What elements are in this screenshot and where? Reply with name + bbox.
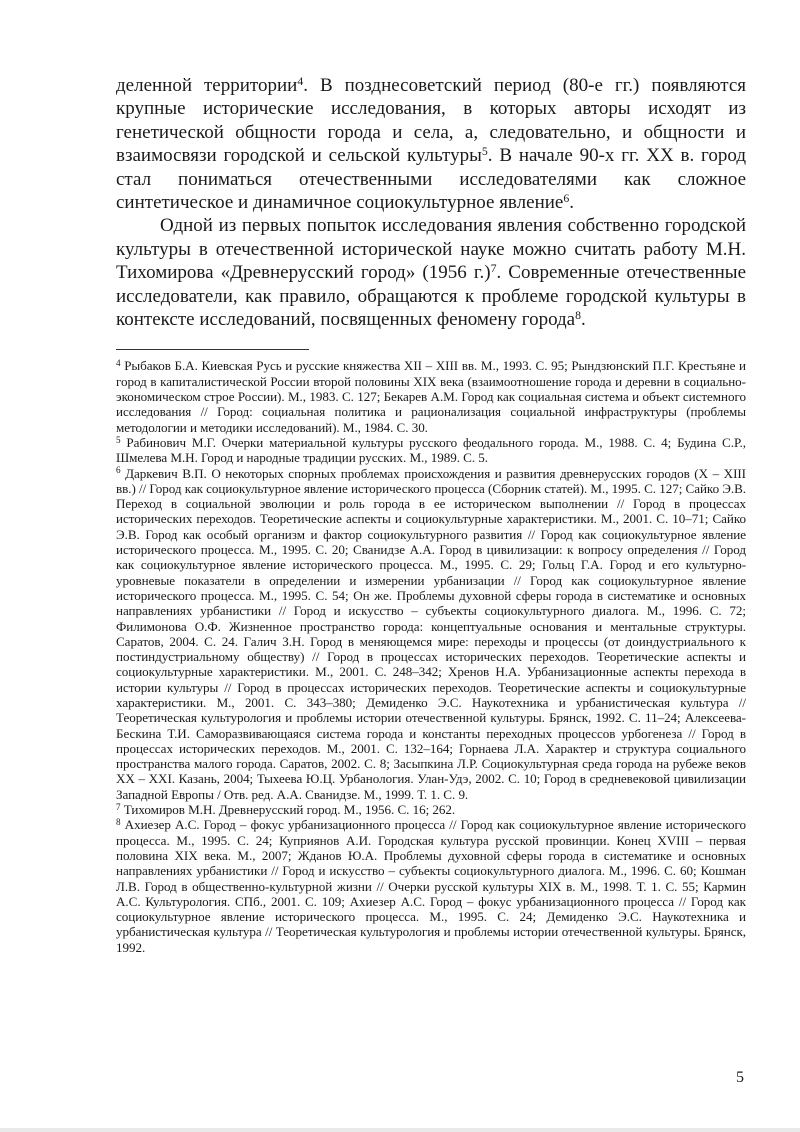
footnote-ref-5[interactable]: 5 xyxy=(481,144,488,158)
footnote-number: 4 xyxy=(116,358,121,369)
paragraph-1 xyxy=(116,74,746,214)
footnote-text: Рабинович М.Г. Очерки материальной культуры русского феодального города. М., 1988. С. 4; Будина С.Р., Шмелева М.Н. Город и народные традиции русских. М., 1989. С. 5. xyxy=(116,434,746,466)
paragraph-1-text-a: деленной территории xyxy=(116,75,298,96)
footnote-text: Рыбаков Б.А. Киевская Русь и русские княжества XII – XIII вв. М., 1993. С. 95; Рындзюнский П.Г. Крестьяне и город в капиталистической России второй половины XIX века (взаимоотношение города и деревни в социально-экономическом строе России). М., 1983. С. 127; Бекарев А.М. Город как социальная система и объект системного исследования // Город: социальная политика и рационализация социальной инфраструктуры (проблемы методологии и методики исследований). М., 1984. С. 30. xyxy=(116,358,746,435)
footnote-4 xyxy=(116,358,746,434)
footnote-text: Даркевич В.П. О некоторых спорных проблемах происхождения и развития древнерусских городов (X – XIII вв.) // Город как социокультурное явление исторического процесса (Сборник статей). М., 1995. С. 127; Сайко Э.В. Переход в социальной эволюции и роль города в ее историческом выполнении // Город в процессах исторических переходов. Теоретические аспекты и социокультурные характеристики. М., 2001. С. 10–71; Сайко Э.В. Город как особый организм и фактор социокультурного развития // Город как социокультурное явление исторического процесса. М., 1995. С. 20; Сванидзе А.А. Город в цивилизации: к вопросу определения // Город как социокультурное явление исторического процесса. М., 1995. С. 29; Гольц Г.А. Город и его культурно-уровневые показатели в определении и измерении урбанизации // Город как социокультурное явление исторического процесса. М., 1995. С. 54; Он же. Проблемы духовной сферы города в систематике и основных направлениях урбанистики // Город и искусство – субъекты социокультурного диалога. М., 1996. С. 72; Филимонова О.Ф. Жизненное пространство города: концептуальные основания и ментальные структуры. Саратов, 2004. С. 24. Галич З.Н. Город в меняющемся мире: переходы и процессы (от доиндустриального к постиндустриальному обществу) // Город в процессах исторических переходов. Теоретические аспекты и социокультурные характеристики. М., 2001. С. 248–342; Хренов Н.А. Урбанизационные аспекты перехода в истории культуры // Город в процессах исторических переходов. Теоретические аспекты и социокультурные характеристики. М., 2001. С. 343–380; Демиденко Э.С. Наукотехника и урбанистическая культура // Теоретическая культурология и проблемы истории отечественной культуры. Брянск, 1992. С. 11–24; Алексеева-Бескина Т.И. Саморазвивающаяся система города и константы переходных процессов урбогенеза // Город в процессах исторических переходов. М., 2001. С. 132–164; Горнаева Л.А. Характер и структура социального пространства малого города. Саратов, 2002. С. 8; Засыпкина Л.Р. Социокультурная среда города на рубеже веков XX – XXI. Казань, 2004; Тыхеева Ю.Ц. Урбанология. Улан-Удэ, 2002. С. 10; Город в средневековой цивилизации Западной Европы / Отв. ред. А.А. Сванидзе. М., 1999. Т. 1. С. 9. xyxy=(116,465,747,802)
page-number: 5 xyxy=(736,1069,744,1086)
footnote-number: 8 xyxy=(116,817,121,828)
footnote-5 xyxy=(116,435,746,466)
paragraph-2-text-c: . xyxy=(581,309,586,331)
paragraph-2-text-a: Одной из первых попыток исследования явления собственно городской культуры в отечественной исторической науке можно считать работу М.Н. Тихомирова «Древнерусский город» (1956 г.) xyxy=(116,215,746,284)
scan-edge xyxy=(0,1128,800,1132)
footnote-number: 6 xyxy=(116,465,121,476)
footnotes xyxy=(116,358,746,955)
footnote-ref-4[interactable]: 4 xyxy=(297,74,304,88)
paragraph-2 xyxy=(116,214,746,331)
paragraph-1-text-d: . xyxy=(569,192,574,214)
footnote-ref-8[interactable]: 8 xyxy=(575,308,582,322)
footnote-ref-7[interactable]: 7 xyxy=(490,261,497,275)
paragraph-2-text-b: . Современные отечественные исследователи, как правило, обращаются к проблеме городской культуры в контексте исследований, посвященных феномену города xyxy=(116,262,747,331)
main-text xyxy=(116,74,746,331)
footnote-number: 7 xyxy=(116,801,121,812)
footnote-8 xyxy=(116,817,746,955)
paragraph-1-text-b: . В позднесоветский период (80-е гг.) появляются крупные исторические исследования, в которых авторы исходят из генетической общности города и села, а, следовательно, и общности и взаимосвязи городской и сельской культуры xyxy=(116,75,747,167)
footnote-7 xyxy=(116,802,746,817)
footnote-6 xyxy=(116,466,746,803)
footnote-number: 5 xyxy=(116,434,121,445)
footnote-separator xyxy=(116,349,309,350)
page-body xyxy=(116,74,746,955)
footnote-text: Тихомиров М.Н. Древнерусский город. М., 1956. С. 16; 262. xyxy=(120,802,456,818)
paragraph-1-text-c: . В начале 90-х гг. XX в. город стал пониматься отечественными исследователями как сложное синтетическое и динамичное социокультурное явление xyxy=(116,145,746,214)
footnote-text: Ахиезер А.С. Город – фокус урбанизационного процесса // Город как социокультурное явление исторического процесса. М., 1995. С. 24; Куприянов А.И. Городская культура русской провинции. Конец XVIII – первая половина XIX века. М., 2007; Жданов Ю.А. Проблемы духовной сферы города в систематике и основных направлениях урбанистики // Город и искусство – субъекты социокультурного диалога. М., 1996. С. 60; Кошман Л.В. Город в общественно-культурной жизни // Очерки русской культуры XIX в. М., 1998. Т. 1. С. 55; Кармин А.С. Культурология. СПб., 2001. С. 109; Ахиезер А.С. Город – фокус урбанизационного процесса // Город как социокультурное явление исторического процесса. М., 1995. С. 24; Демиденко Э.С. Наукотехника и урбанистическая культура // Теоретическая культурология и проблемы истории отечественной культуры. Брянск, 1992. xyxy=(116,817,746,955)
footnote-ref-6[interactable]: 6 xyxy=(563,191,570,205)
